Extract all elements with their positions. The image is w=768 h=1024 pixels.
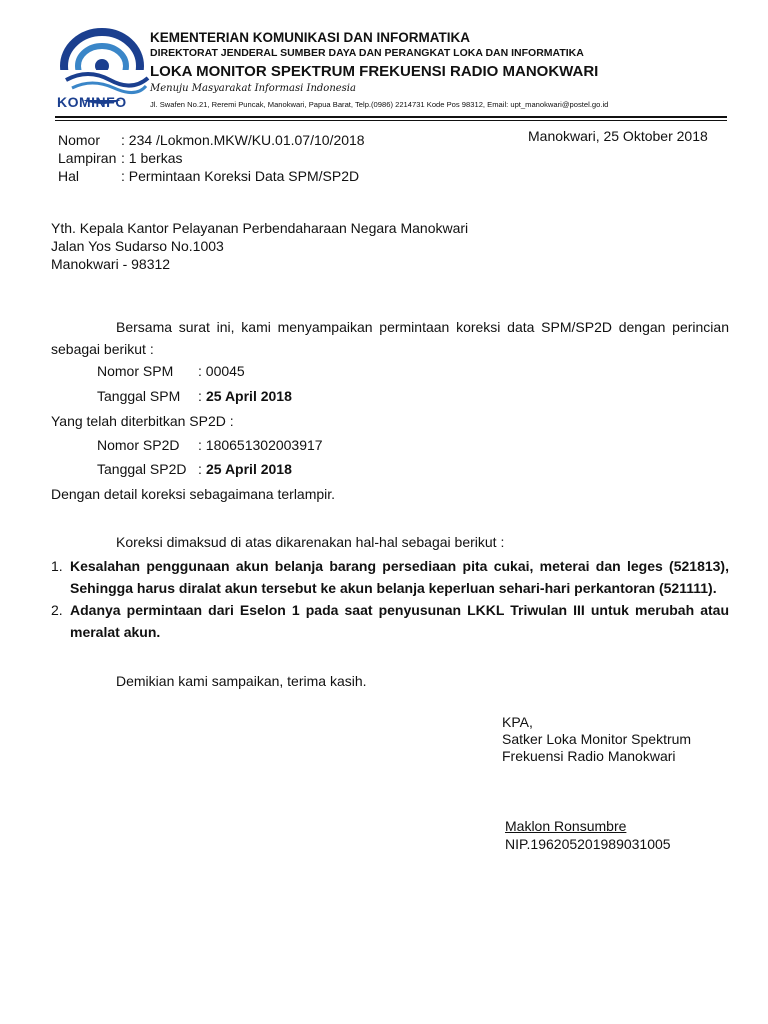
signatory-name: Maklon Ronsumbre [505,818,627,834]
spm-number-value: : 00045 [198,363,245,379]
lampiran-value: : 1 berkas [121,150,183,166]
hal-label: Hal [58,168,80,184]
nomor-value: : 234 /Lokmon.MKW/KU.01.07/10/2018 [121,132,365,148]
spm-number-label: Nomor SPM [97,363,174,379]
detail-text: Dengan detail koreksi sebagaimana terlampir. [51,486,336,502]
spm-date-value: 25 April 2018 [206,388,292,404]
reason-item: Adanya permintaan dari Eselon 1 pada saat penyusunan LKKL Triwulan III untuk merubah atau meralat akun. [70,602,729,640]
sp2d-date-value: 25 April 2018 [206,461,292,477]
reason-number: 1. [51,558,63,574]
header-divider [55,116,727,118]
sp2d-number-label: Nomor SP2D [97,437,180,453]
issued-text: Yang telah diterbitkan SP2D : [51,413,234,429]
spm-date-label: Tanggal SPM [97,388,181,404]
nomor-label: Nomor [58,132,101,148]
sp2d-date-label: Tanggal SP2D [97,461,187,477]
reason-item: Kesalahan penggunaan akun belanja barang persediaan pita cukai, meterai dan leges (521813), Sehingga harus diralat akun tersebut ke akun belanja keperluan sehari-hari perkantoran (521111). [70,558,729,596]
recipient-line-1: Yth. Kepala Kantor Pelayanan Perbendaharaan Negara Manokwari [51,220,469,236]
directorate-title: DIREKTORAT JENDERAL SUMBER DAYA DAN PERANGKAT LOKA DAN INFORMATIKA [150,47,584,59]
sp2d-date-colon: : [198,461,202,477]
signatory-title-1: KPA, [502,714,533,730]
intro-paragraph: Bersama surat ini, kami menyampaikan permintaan koreksi data SPM/SP2D dengan perincian sebagai berikut : [51,319,729,357]
recipient-line-3: Manokwari - 98312 [51,256,171,272]
closing-text: Demikian kami sampaikan, terima kasih. [116,673,367,689]
header-divider-thin [55,120,727,121]
recipient-line-2: Jalan Yos Sudarso No.1003 [51,238,224,254]
letter-date: Manokwari, 25 Oktober 2018 [528,128,708,144]
signatory-nip: NIP.196205201989031005 [505,836,671,852]
lampiran-label: Lampiran [58,150,117,166]
signatory-title-2: Satker Loka Monitor Spektrum [502,731,692,747]
signatory-title-3: Frekuensi Radio Manokwari [502,748,676,764]
spm-date-colon: : [198,388,202,404]
reason-intro: Koreksi dimaksud di atas dikarenakan hal-hal sebagai berikut : [116,534,505,550]
sp2d-number-value: : 180651302003917 [198,437,323,453]
office-address: Jl. Swafen No.21, Reremi Puncak, Manokwari, Papua Barat, Telp.(0986) 2214731 Kode Pos 98312, Email: upt_manokwari@postel.go.id [150,100,609,109]
hal-value: : Permintaan Koreksi Data SPM/SP2D [121,168,360,184]
office-title: LOKA MONITOR SPEKTRUM FREKUENSI RADIO MANOKWARI [150,63,599,80]
ministry-title: KEMENTERIAN KOMUNIKASI DAN INFORMATIKA [150,30,470,45]
logo-wordmark: KOMINFO [57,94,127,110]
motto: Menuju Masyarakat Informasi Indonesia [150,83,356,94]
reason-number: 2. [51,602,63,618]
